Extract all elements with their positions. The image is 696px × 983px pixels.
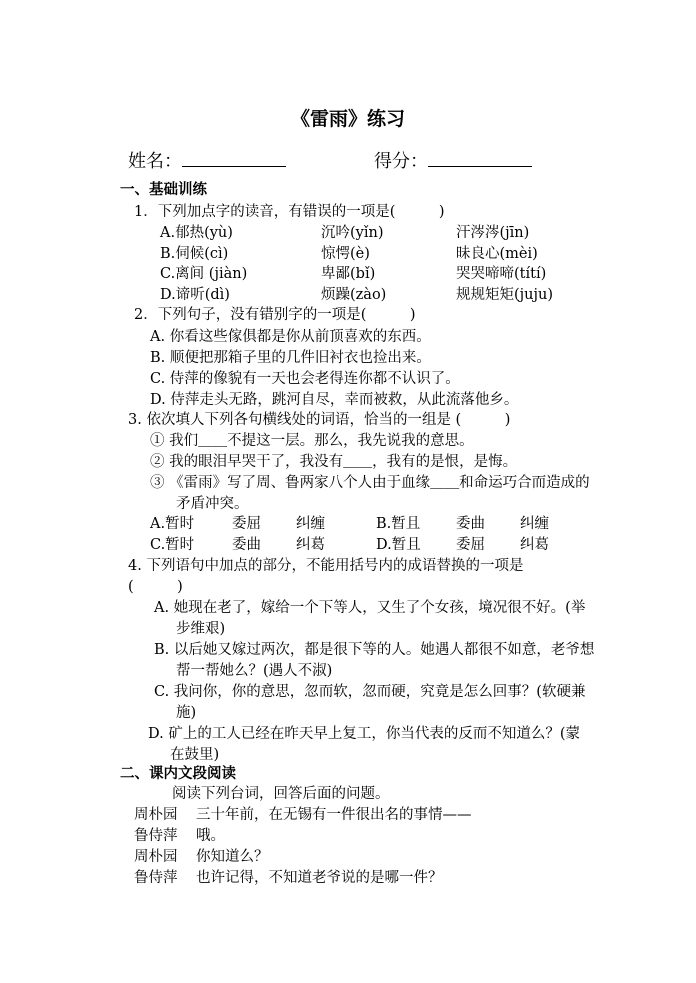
page-title: 《雷雨》练习 — [290, 108, 405, 130]
q4-option: 在鼓里) — [170, 747, 220, 763]
section2-heading: 二、课内文段阅读 — [120, 766, 236, 782]
q3-item: ② 我的眼泪早哭干了，我没有＿＿，我有的是恨，是悔。 — [150, 454, 518, 470]
q1-option: 规规矩矩(juju) — [456, 287, 553, 303]
score-field — [374, 148, 532, 174]
q4-stem-paren: ( ) — [128, 579, 183, 595]
q4-option: D. 矿上的工人已经在昨天早上复工，你当代表的反而不知道么？(蒙 — [148, 726, 580, 742]
q3-choice: 纠缠 — [520, 516, 549, 532]
q2-stem: 2．下列句子，没有错别字的一项是( ) — [134, 307, 416, 323]
q3-item: ③ 《雷雨》写了周、鲁两家八个人由于血缘＿＿和命运巧合而造成的 — [150, 475, 590, 491]
q1-option: 沉吟(yǐn) — [321, 225, 384, 241]
dialogue-line: 也许记得，不知道老爷说的是哪一件？ — [196, 870, 443, 886]
q1-option: 哭哭啼啼(títí) — [456, 266, 547, 282]
q3-choice: D.暂且 — [376, 537, 421, 553]
q3-choice: 委屈 — [456, 537, 485, 553]
dialogue-speaker: 鲁侍萍 — [134, 870, 178, 886]
q4-option: C. 我问你，你的意思，忽而软，忽而硬，究竟是怎么回事？(软硬兼 — [154, 684, 586, 700]
q3-choice: 委屈 — [232, 516, 261, 532]
q1-option: C.离间 (jiàn) — [160, 266, 248, 282]
q1-option: 昧良心(mèi) — [456, 246, 538, 262]
q4-option: 帮一帮她么？(遇人不淑) — [176, 663, 333, 679]
q1-option: 烦躁(zào) — [321, 287, 387, 303]
dialogue-speaker: 鲁侍萍 — [134, 828, 178, 844]
q4-option: 步维艰) — [176, 621, 226, 637]
section1-heading: 一、基础训练 — [120, 182, 207, 198]
name-blank — [182, 148, 286, 167]
q3-choice: 纠葛 — [296, 537, 325, 553]
dialogue-line: 你知道么？ — [196, 849, 269, 865]
name-label: 姓名： — [128, 151, 182, 172]
q3-choice: 委曲 — [456, 516, 485, 532]
q3-stem: 3. 依次填人下列各句横线处的词语，恰当的一组是 ( ) — [128, 412, 511, 428]
q4-option: A. 她现在老了，嫁给一个下等人，又生了个女孩，境况很不好。(举 — [154, 600, 586, 616]
q1-option: 惊愕(è) — [321, 246, 370, 262]
q3-choice: C.暂时 — [150, 537, 195, 553]
score-label: 得分： — [374, 151, 428, 172]
section2-intro: 阅读下列台词，回答后面的问题。 — [172, 786, 390, 802]
name-field — [128, 148, 286, 174]
q3-choice: B.暂且 — [376, 516, 421, 532]
q4-stem: 4. 下列语句中加点的部分，不能用括号内的成语替换的一项是 — [128, 558, 524, 574]
dialogue-line: 哦。 — [196, 828, 225, 844]
q1-stem: 1．下列加点字的读音，有错误的一项是( ) — [134, 204, 445, 220]
q2-option: A. 你看这些傢俱都是你从前顶喜欢的东西。 — [150, 329, 431, 345]
q2-option: C. 侍萍的像貌有一天也会老得连你都不认识了。 — [150, 371, 460, 387]
score-blank — [428, 148, 532, 167]
q1-option: D.谛听(dì) — [160, 287, 230, 303]
q3-item: 矛盾冲突。 — [176, 496, 249, 512]
q3-choice: 纠缠 — [296, 516, 325, 532]
q2-option: D. 侍萍走头无路，跳河自尽，幸而被救，从此流落他乡。 — [150, 392, 519, 408]
dialogue-line: 三十年前，在无锡有一件很出名的事情—— — [196, 807, 472, 823]
q1-option: 卑鄙(bǐ) — [321, 266, 376, 282]
q1-option: A.郁热(yù) — [160, 225, 233, 241]
q3-choice: 纠葛 — [520, 537, 549, 553]
q3-choice: 委曲 — [232, 537, 261, 553]
q3-item: ① 我们＿＿不提这一层。那么，我先说我的意思。 — [150, 433, 474, 449]
dialogue-speaker: 周朴园 — [134, 807, 178, 823]
q3-choice: A.暂时 — [150, 516, 195, 532]
q2-option: B. 顺便把那箱子里的几件旧衬衣也捡出来。 — [150, 350, 431, 366]
q4-option: B. 以后她又嫁过两次，都是很下等的人。她遇人都很不如意，老爷想 — [154, 642, 595, 658]
dialogue-speaker: 周朴园 — [134, 849, 178, 865]
q1-option: 汗涔涔(jīn) — [456, 225, 530, 241]
q1-option: B.伺候(cì) — [160, 246, 229, 262]
q4-option: 施) — [176, 705, 197, 721]
